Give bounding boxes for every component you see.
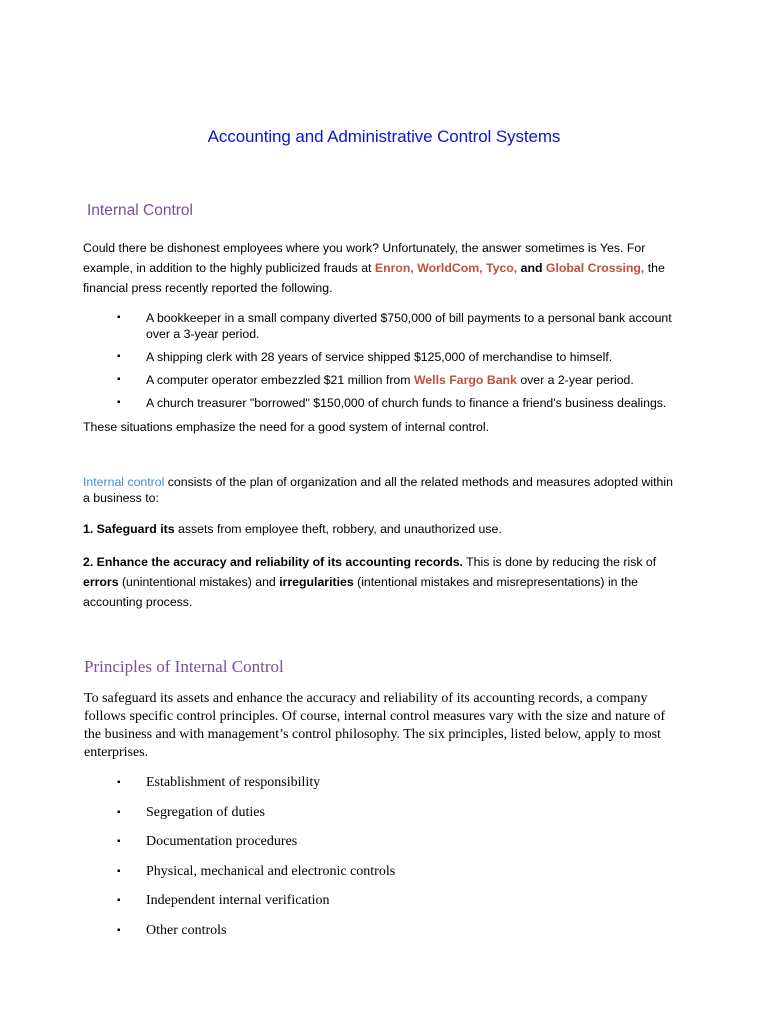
case-text: A church treasurer "borrowed" $150,000 of church funds to finance a friend's business dealings.	[146, 396, 667, 410]
bullet-icon: ▪	[117, 836, 121, 847]
intro-paragraph	[83, 238, 683, 298]
bullet-icon: ▪	[117, 777, 121, 788]
highlight-companies: Enron, WorldCom, Tyco,	[374, 261, 518, 275]
highlight-global-crossing: Global Crossing,	[545, 261, 645, 275]
point-1-text: assets from employee theft, robbery, and unauthorized use.	[174, 522, 502, 536]
case-text: A shipping clerk with 28 years of service shipped $125,000 of merchandise to himself.	[146, 350, 613, 364]
point-1-label: 1. Safeguard its	[83, 522, 175, 536]
bullet-icon: ▪	[117, 895, 121, 906]
intro-and: and	[517, 261, 546, 275]
principles-list	[117, 773, 617, 950]
list-item	[117, 349, 687, 365]
bullet-icon: ▪	[117, 924, 121, 936]
term-irregularities: irregularities	[279, 575, 354, 589]
term-errors: errors	[83, 575, 119, 589]
case-text-after: over a 2-year period.	[516, 373, 634, 387]
case-text-before: A computer operator embezzled $21 million from	[146, 373, 414, 387]
list-item	[117, 862, 617, 892]
intro-text-1: Could there be dishonest employees where you work? Unfortunately, the answer sometimes is Yes. For example, in addition to the highly publicized frauds at	[83, 241, 646, 275]
summary-paragraph: These situations emphasize the need for a good system of internal control.	[83, 420, 490, 434]
principle-text: Documentation procedures	[146, 834, 298, 849]
bullet-icon: ▪	[117, 351, 121, 362]
principle-text: Other controls	[146, 922, 227, 938]
principle-text: Establishment of responsibility	[146, 775, 321, 790]
principle-text: Physical, mechanical and electronic controls	[146, 863, 396, 879]
point-2-text-3: (intentional mistakes and misrepresentations) in the accounting process.	[83, 575, 639, 609]
bullet-icon: ▪	[117, 865, 121, 877]
point-2-text-1: This is done by reducing the risk of	[462, 555, 657, 569]
bullet-icon: ▪	[117, 397, 121, 408]
principle-text: Segregation of duties	[146, 804, 265, 820]
list-item	[117, 310, 687, 342]
point-2	[83, 552, 683, 612]
intro-text-2: the financial press recently reported the following.	[83, 261, 665, 295]
highlight-wells-fargo: Wells Fargo Bank	[413, 373, 517, 387]
case-text: A bookkeeper in a small company diverted $750,000 of bill payments to a personal bank account over a 3-year period.	[146, 311, 672, 341]
list-item	[117, 921, 617, 951]
bullet-icon: ▪	[117, 806, 121, 818]
list-item	[117, 832, 617, 862]
list-item	[117, 372, 687, 388]
bullet-icon: ▪	[117, 312, 121, 323]
list-item	[117, 773, 617, 803]
fraud-cases-list	[117, 310, 687, 418]
bullet-icon: ▪	[117, 374, 121, 385]
term-internal-control: Internal control	[83, 475, 165, 489]
definition-text: consists of the plan of organization and all the related methods and measures adopted within a business to:	[83, 475, 673, 505]
document-title: Accounting and Administrative Control Systems	[207, 127, 561, 146]
point-1	[83, 519, 683, 539]
definition-paragraph	[83, 474, 683, 506]
principle-text: Independent internal verification	[146, 893, 330, 908]
point-2-label: 2. Enhance the accuracy and reliability of its accounting records.	[83, 555, 463, 569]
principles-paragraph: To safeguard its assets and enhance the accuracy and reliability of its accounting records, a company follows specific control principles. Of course, internal control measures vary with the size and nature of the business and with management’s control philosophy. The six principles, listed below, apply to most enterprises.	[84, 691, 666, 760]
list-item	[117, 803, 617, 833]
section-heading-internal-control: Internal Control	[87, 202, 193, 219]
list-item	[117, 891, 617, 921]
section-heading-principles: Principles of Internal Control	[84, 657, 284, 676]
list-item	[117, 395, 687, 411]
point-2-text-2: (unintentional mistakes) and	[118, 575, 280, 589]
